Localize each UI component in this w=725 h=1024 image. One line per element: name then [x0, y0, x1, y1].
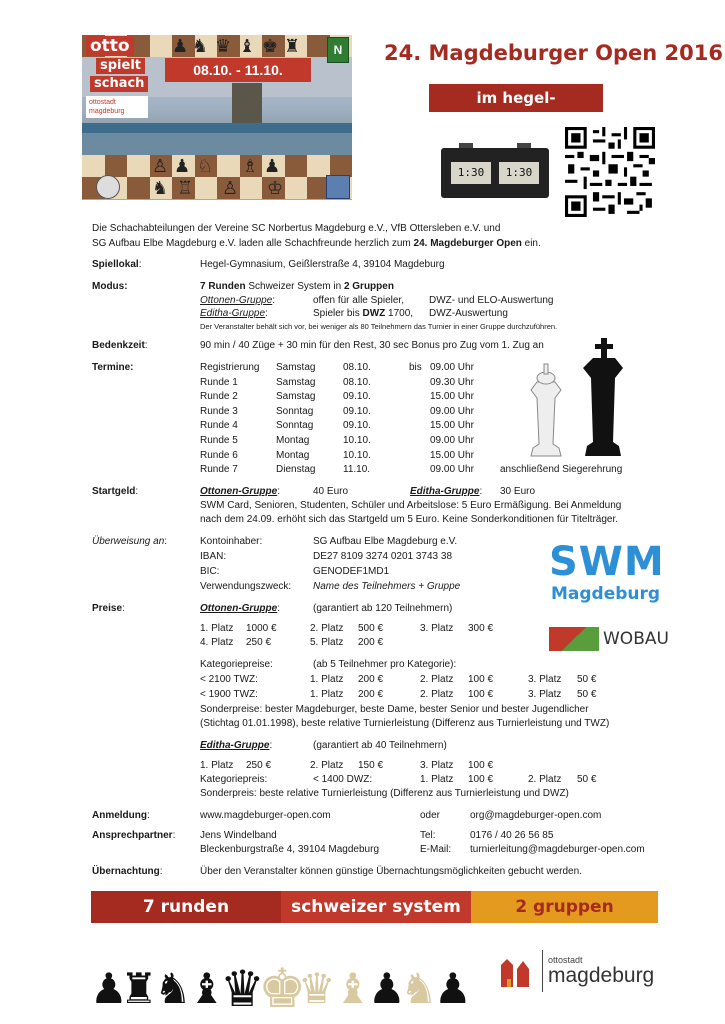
schedule-event: Runde 5 [200, 435, 238, 446]
group-ottonen: Ottonen-Gruppe: [200, 295, 276, 306]
bank-key: BIC: [200, 566, 220, 577]
clock-button-icon [459, 143, 473, 148]
bank-key: Verwendungszweck: [200, 581, 292, 592]
club-emblem-icon [96, 175, 120, 199]
editha-category-label: Kategoriepreis: [200, 774, 268, 785]
prize-amount: 250 € [246, 637, 272, 648]
venue-banner: im hegel-gymnasium [429, 84, 603, 112]
fee-ottonen-group: Ottonen-Gruppe: [200, 486, 280, 497]
contact-name: Jens Windelband [200, 830, 277, 841]
swm-logo-text: SWM [549, 539, 665, 585]
schedule-event: Runde 4 [200, 420, 238, 432]
chessboard-strip-mid [82, 155, 352, 177]
tel-label: Tel: [420, 830, 436, 841]
qr-code-icon [565, 127, 655, 217]
logo-word: schach [90, 76, 148, 92]
chess-knight-icon: ♞ [192, 36, 209, 56]
spiellokal-value: Hegel-Gymnasium, Geißlerstraße 4, 39104 Magdeburg [200, 259, 445, 270]
schedule-date: 09.10. [343, 405, 371, 417]
event-dates: 08.10. - 11.10. [165, 58, 311, 82]
chess-clock-icon [441, 148, 549, 198]
chess-bishop-icon: ♝ [188, 965, 226, 1012]
prizes-editha-group: Editha-Gruppe: [200, 740, 273, 751]
tel-value: 0176 / 40 26 56 85 [470, 830, 554, 841]
schedule-pre: bis [409, 362, 422, 373]
category-label: Kategoriepreise: [200, 659, 273, 670]
prize-amount: 200 € [358, 674, 384, 685]
chess-queen-icon: ♛ [220, 961, 265, 1017]
schedule-date: 09.10. [343, 420, 371, 432]
schedule-time: 09.30 Uhr [430, 376, 474, 388]
bank-key: IBAN: [200, 551, 227, 562]
org-email-link[interactable]: org@magdeburger-open.com [470, 810, 602, 821]
prize-amount: 200 € [358, 637, 384, 648]
prize-place: 2. Platz [310, 760, 344, 771]
chessboard-strip-bottom [82, 177, 352, 199]
prize-amount: 200 € [358, 689, 384, 700]
city-logo-small: ottostadt [548, 955, 583, 965]
schedule-date: 10.10. [343, 435, 371, 446]
schedule-time: 09.00 Uhr [430, 362, 474, 373]
fee-note: SWM Card, Senioren, Studenten, Schüler und Arbeitslose: 5 Euro Ermäßigung. Bei Anmeldung [200, 500, 622, 511]
swm-logo [549, 540, 665, 604]
chess-king-icon: ♚ [258, 959, 307, 1019]
bank-value: SG Aufbau Elbe Magdeburg e.V. [313, 536, 458, 547]
modus-label: Modus: [92, 281, 128, 292]
schedule-day: Sonntag [276, 420, 314, 432]
chess-pawn-icon: ♟ [90, 965, 128, 1012]
category-note: (ab 5 Teilnehmer pro Kategorie): [313, 659, 457, 670]
prize-place: 5. Platz [310, 637, 344, 648]
band-rounds: 7 runden [91, 891, 281, 923]
schedule-date: 11.10. [343, 464, 371, 476]
chess-rook-icon: ♜ [284, 36, 301, 56]
schedule-event: Runde 3 [200, 405, 238, 417]
schedule-date: 10.10. [343, 449, 371, 461]
schedule-date: 09.10. [343, 391, 371, 403]
prize-amount: 100 € [468, 674, 494, 685]
bank-value: Name des Teilnehmers + Gruppe [313, 581, 461, 592]
chess-queen-icon: ♛ [298, 965, 336, 1012]
prize-place: 1. Platz [200, 760, 234, 771]
website-link[interactable]: www.magdeburger-open.com [200, 810, 331, 821]
logo-word: spielt [96, 58, 145, 74]
prize-place: 4. Platz [200, 637, 234, 648]
bank-value: DE27 8109 3274 0201 3743 38 [313, 551, 453, 562]
prize-place: 3. Platz [528, 674, 562, 685]
schedule-event: Runde 1 [200, 376, 238, 388]
contact-email-link[interactable]: turnierleitung@magdeburger-open.com [470, 844, 645, 855]
schedule-day: Sonntag [276, 405, 314, 417]
special-prizes: (Stichtag 01.01.1998), beste relative Turnierleistung (Differenz aus Turnierleistung und TWZ) [200, 718, 610, 729]
schedule-event: Runde 7 [200, 464, 238, 476]
schedule-day: Montag [276, 435, 310, 446]
prize-place: 3. Platz [528, 689, 562, 700]
ottostadt-logo [497, 950, 654, 992]
uebernachtung-value: Über den Veranstalter können günstige Übernachtungsmöglichkeiten gebucht werden. [200, 866, 582, 877]
ottostadt-logo-icon [497, 951, 537, 991]
bank-value: GENODEF1MD1 [313, 566, 390, 577]
schedule-event: Runde 2 [200, 391, 238, 403]
prize-amount: 100 € [468, 689, 494, 700]
prize-place: 3. Platz [420, 760, 454, 771]
chess-pawn-icon: ♙ [222, 178, 239, 198]
chess-pawn-icon: ♟ [434, 965, 472, 1012]
schedule-day: Samstag [276, 362, 316, 373]
group-editha-desc: Spieler bis DWZ 1700, [313, 308, 414, 319]
band-groups: 2 gruppen [471, 891, 658, 923]
special-prizes: Sonderpreise: bester Magdeburger, beste Dame, bester Senior und bester Jugendlicher [200, 704, 589, 715]
group-editha-eval: DWZ-Auswertung [429, 308, 508, 319]
schedule-day: Montag [276, 449, 310, 461]
prize-amount: 250 € [246, 760, 272, 771]
feature-band [91, 891, 658, 923]
otto-spielt-schach-logo [86, 36, 148, 118]
preise-label: Preise: [92, 603, 125, 614]
bedenkzeit-value: 90 min / 40 Züge + 30 min für den Rest, 30 sec Bonus pro Zug vom 1. Zug an [200, 340, 544, 351]
band-system: schweizer system [281, 891, 471, 923]
prize-amount: 1000 € [246, 623, 277, 634]
intro-text: Die Schachabteilungen der Vereine SC Norbertus Magdeburg e.V., VfB Ottersleben e.V. und [92, 223, 501, 234]
river [82, 133, 352, 155]
prizes-editha-note: (garantiert ab 40 Teilnehmern) [313, 740, 447, 751]
schedule-day: Samstag [276, 391, 316, 403]
chess-pawn-icon: ♙ [152, 156, 169, 176]
uebernachtung-label: Übernachtung: [92, 866, 163, 877]
prize-place: 1. Platz [310, 689, 344, 700]
chess-pawn-icon: ♟ [174, 156, 191, 176]
schedule-date: 08.10. [343, 362, 371, 373]
chess-knight-icon: ♞ [400, 965, 438, 1012]
prize-amount: 50 € [577, 674, 597, 685]
prize-place: 1. Platz [200, 623, 234, 634]
prize-place: 2. Platz [310, 623, 344, 634]
group-editha: Editha-Gruppe: [200, 308, 268, 319]
chess-king-icon: ♔ [267, 178, 284, 198]
editha-special-prize: Sonderpreis: beste relative Turnierleistung (Differenz aus Turnierleistung und DWZ) [200, 788, 569, 799]
city-logo-big: magdeburg [548, 964, 655, 987]
fee-note: nach dem 24.09. erhöht sich das Startgeld um 5 Euro. Keine Sonderkonditionen für Titelträger. [200, 514, 619, 525]
chess-knight-icon: ♞ [154, 965, 192, 1012]
schedule-time: 09.00 Uhr [430, 464, 474, 476]
chess-queen-icon: ♛ [215, 36, 232, 56]
editha-category-key: < 1400 DWZ: [313, 774, 373, 785]
schedule-time: 09.00 Uhr [430, 435, 474, 446]
prize-amount: 100 € [468, 774, 494, 785]
schedule-extra: anschließend Siegerehrung [500, 464, 623, 476]
chess-bishop-icon: ♝ [239, 36, 256, 56]
chess-knight-icon: ♘ [197, 156, 214, 176]
prize-place: 1. Platz [420, 774, 454, 785]
prize-amount: 100 € [468, 760, 494, 771]
schedule-time: 15.00 Uhr [430, 449, 474, 461]
modus-summary: 7 Runden Schweizer System in 2 Gruppen [200, 281, 394, 292]
chess-kings-icon [519, 338, 637, 458]
page-title: 24. Magdeburger Open 2016 [384, 41, 724, 65]
prize-place: 2. Platz [420, 674, 454, 685]
logo-word: otto [86, 36, 134, 56]
prize-amount: 50 € [577, 774, 597, 785]
group-ottonen-eval: DWZ- und ELO-Auswertung [429, 295, 554, 306]
bedenkzeit-label: Bedenkzeit: [92, 340, 148, 351]
chess-bishop-icon: ♗ [242, 156, 259, 176]
prize-amount: 300 € [468, 623, 494, 634]
group-ottonen-desc: offen für alle Spieler, [313, 295, 404, 306]
anmeldung-label: Anmeldung: [92, 810, 150, 821]
schedule-time: 09.00 Uhr [430, 405, 474, 417]
fee-editha: 30 Euro [500, 486, 536, 497]
schedule-event: Registrierung [200, 362, 260, 373]
spiellokal-label: Spiellokal: [92, 259, 142, 270]
chess-pieces-row [90, 932, 480, 1019]
logo-sub: ottostadt magdeburg [86, 96, 148, 118]
category-key: < 1900 TWZ: [200, 689, 258, 700]
startgeld-label: Startgeld: [92, 486, 139, 497]
intro-text: SG Aufbau Elbe Magdeburg e.V. laden alle Schachfreunde herzlich zum 24. Magdeburger Open ein. [92, 238, 541, 249]
schedule-day: Dienstag [276, 464, 316, 476]
bridge-icon [82, 123, 352, 133]
fee-ottonen: 40 Euro [313, 486, 349, 497]
prize-place: 3. Platz [420, 623, 454, 634]
oder-text: oder [420, 810, 441, 821]
chess-pawn-icon: ♟ [172, 36, 189, 56]
contact-address: Bleckenburgstraße 4, 39104 Magdeburg [200, 844, 380, 855]
chess-pawn-icon: ♟ [368, 965, 406, 1012]
schedule-day: Samstag [276, 376, 316, 388]
schedule-time: 15.00 Uhr [430, 420, 474, 432]
email-label: E-Mail: [420, 844, 452, 855]
category-key: < 2100 TWZ: [200, 674, 258, 685]
ansprech-label: Ansprechpartner: [92, 830, 176, 841]
clock-display-left: 1:30 [451, 162, 491, 184]
chess-bishop-icon: ♝ [334, 965, 372, 1012]
chess-pawn-icon: ♟ [264, 156, 281, 176]
bank-key: Kontoinhaber: [200, 536, 263, 547]
prizes-ottonen-note: (garantiert ab 120 Teilnehmern) [313, 603, 453, 614]
prize-place: 2. Platz [420, 689, 454, 700]
prize-place: 1. Platz [310, 674, 344, 685]
modus-note: Der Veranstalter behält sich vor, bei weniger als 80 Teilnehmern das Turnier in einer Gruppe durchzuführen. [200, 322, 558, 331]
prizes-ottonen-group: Ottonen-Gruppe: [200, 603, 280, 614]
wobau-logo [549, 627, 669, 651]
fee-editha-group: Editha-Gruppe: [410, 486, 483, 497]
prize-amount: 500 € [358, 623, 384, 634]
clock-display-right: 1:30 [499, 162, 539, 184]
club-emblem-icon [326, 175, 350, 199]
wobau-logo-text: WOBAU [603, 629, 669, 649]
schedule-time: 15.00 Uhr [430, 391, 474, 403]
chess-rook-icon: ♖ [177, 178, 194, 198]
swm-logo-subtext: Magdeburg [551, 584, 661, 604]
norbertus-emblem-icon: N [327, 37, 349, 63]
chess-king-icon: ♚ [262, 36, 279, 56]
prize-amount: 50 € [577, 689, 597, 700]
chess-rook-icon: ♜ [120, 965, 158, 1012]
termine-label: Termine: [92, 362, 134, 373]
schedule-event: Runde 6 [200, 449, 238, 461]
logo-divider [542, 950, 543, 992]
wobau-mark-icon [549, 627, 599, 651]
ueberweisung-label: Überweisung an: [92, 536, 168, 547]
prize-amount: 150 € [358, 760, 384, 771]
clock-button-icon [517, 143, 531, 148]
chess-knight-icon: ♞ [152, 178, 169, 198]
schedule-date: 08.10. [343, 376, 371, 388]
prize-place: 2. Platz [528, 774, 562, 785]
